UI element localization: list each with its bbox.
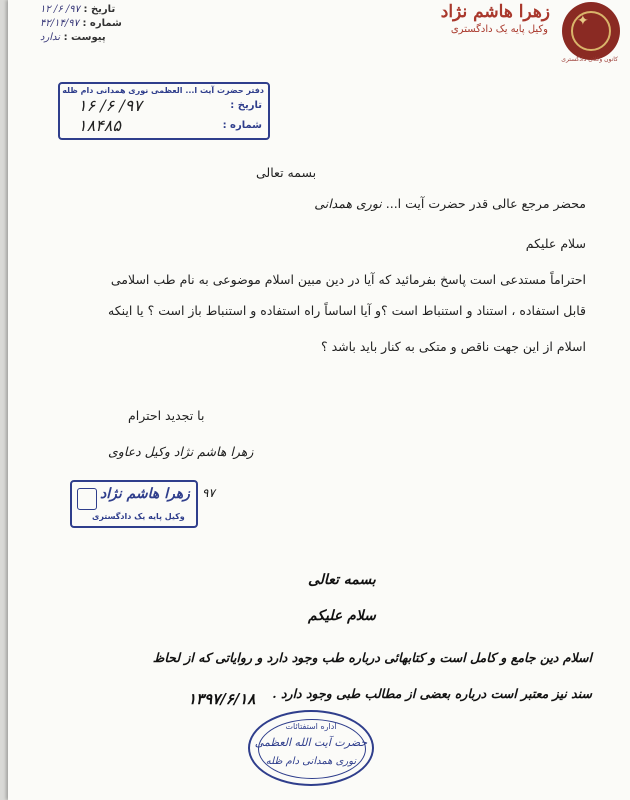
- letter-line-2: قابل استفاده ، استناد و استنباط است ؟و آیا اساساً راه استفاده و استنباط باز است ؟ یا اینکه: [108, 303, 586, 318]
- date-label: تاریخ :: [83, 4, 116, 15]
- response-basmala: بسمه تعالی: [308, 572, 376, 588]
- letter-addressee-handwritten: نوری همدانی: [314, 196, 382, 211]
- signature-year: ۹۷: [202, 486, 215, 500]
- letterhead-date: [40, 4, 115, 15]
- response-line-1: اسلام دین جامع و کامل است و کتابهائی درباره طب وجود دارد و روایاتی که از لحاظ: [152, 650, 592, 665]
- stamp-emblem-icon: [77, 488, 97, 510]
- response-line-2: سند نیز معتبر است درباره بعضی از مطالب طبی وجود دارد .: [272, 686, 592, 701]
- letterhead-name: زهرا هاشم نژاد: [440, 2, 550, 22]
- signer-name: زهرا هاشم نژاد وکیل دعاوی: [108, 444, 254, 459]
- sender-stamp-role: وکیل پایه یک دادگستری: [92, 512, 185, 521]
- bar-association-logo-icon: ✦: [562, 2, 620, 60]
- letter-basmala: بسمه تعالی: [256, 165, 317, 180]
- date-value: ۹۷/ ۶/ ۱۲: [40, 4, 80, 15]
- response-date: ۱۳۹۷/۶/۱۸: [188, 690, 256, 708]
- letter-addressee: محضر مرجع عالی قدر حضرت آیت ا...: [385, 196, 586, 211]
- letterhead-number: [40, 18, 122, 29]
- attachment-value: ندارد: [40, 32, 61, 43]
- number-value: ۴۲/۱۴/۹۷: [40, 18, 79, 29]
- attachment-label: پیوست :: [63, 32, 106, 43]
- registration-number-label: شماره :: [222, 120, 262, 131]
- letter-signer: [108, 444, 253, 459]
- letter-closing: با تجدید احترام: [128, 408, 205, 423]
- registration-stamp-header: دفتر حضرت آیت ا... العظمی نوری همدانی دام ظله: [62, 86, 264, 95]
- seal-line-1: اداره استفتائات: [285, 722, 337, 731]
- seal-line-3: نوری همدانی دام ظله: [265, 756, 357, 767]
- official-seal: [248, 710, 374, 786]
- registration-date-label: تاریخ :: [230, 100, 262, 111]
- sender-stamp: [70, 480, 198, 528]
- number-label: شماره :: [82, 18, 122, 29]
- logo-caption: کانون وکلای دادگستری: [561, 56, 618, 63]
- response-greeting: سلام علیکم: [308, 608, 376, 624]
- letter-line-3: اسلام از این جهت ناقص و متکی به کنار باید باشد ؟: [320, 339, 586, 354]
- registration-date-value: ۹۷/ ۶/ ۱۶: [78, 96, 142, 115]
- letterhead-role: وکیل پایه یک دادگستری: [450, 24, 548, 35]
- registration-stamp: [58, 82, 270, 140]
- seal-line-2: حضرت آیت الله العظمی: [254, 736, 368, 749]
- letter-addressee-line: [66, 196, 586, 211]
- sender-stamp-name: زهرا هاشم نژاد: [100, 486, 190, 502]
- letter-greeting: سلام علیکم: [525, 236, 586, 251]
- letterhead-attachment: [40, 32, 106, 43]
- registration-number-value: ۱۸۴۸۵: [78, 116, 121, 135]
- letter-line-1: احتراماً مستدعی است پاسخ بفرمائید که آیا در دین مبین اسلام موضوعی به نام طب اسلامی: [110, 272, 586, 287]
- letter-page: [8, 0, 630, 800]
